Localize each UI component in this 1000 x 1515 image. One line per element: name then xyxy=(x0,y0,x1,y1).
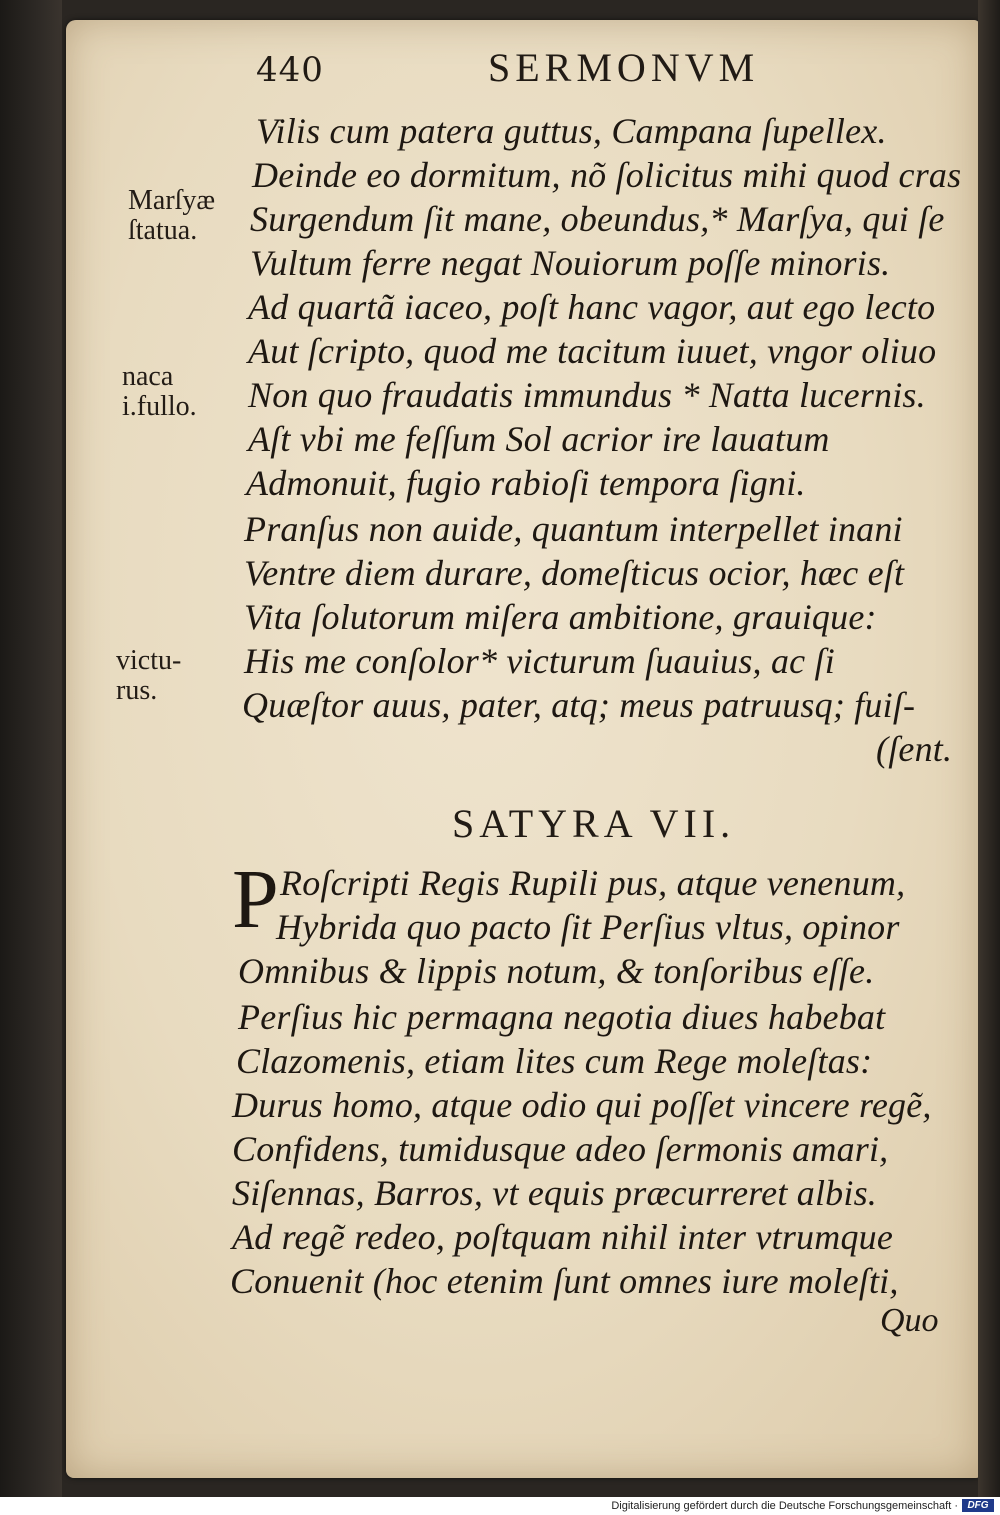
margin-note-marsyae xyxy=(128,186,215,246)
funding-credit: Digitalisierung gefördert durch die Deutsche Forschungsgemeinschaft · xyxy=(611,1500,958,1512)
verse-line: Clazomenis, etiam lites cum Rege moleſtas: xyxy=(236,1041,873,1081)
verse-line: His me conſolor* victurum ſuauius, ac ſi xyxy=(244,641,835,681)
verse-line: Ventre diem durare, domeſticus ocior, hæc eſt xyxy=(244,553,905,593)
margin-note-line: naca xyxy=(122,361,174,392)
binding-gutter xyxy=(0,0,62,1497)
margin-note-line: ſtatua. xyxy=(128,215,198,246)
verse-line: Pranſus non auide, quantum interpellet inani xyxy=(244,509,903,549)
verse-line: Ad quartã iaceo, poſt hanc vagor, aut ego lecto xyxy=(248,287,936,327)
verse-line: Hybrida quo pacto ſit Perſius vltus, opinor xyxy=(276,907,900,947)
verse-line: Ad regẽ redeo, poſtquam nihil inter vtrumque xyxy=(232,1217,894,1257)
verse-line: Roſcripti Regis Rupili pus, atque venenum, xyxy=(280,863,906,903)
margin-note-line: Marſyæ xyxy=(128,185,216,216)
verse-line: Surgendum ſit mane, obeundus,* Marſya, qui ſe xyxy=(250,199,945,239)
verse-line: Durus homo, atque odio qui poſſet vincere regẽ, xyxy=(232,1085,932,1125)
verse-line: Perſius hic permagna negotia diues habebat xyxy=(238,997,886,1037)
dfg-logo: DFG xyxy=(962,1499,994,1512)
verse-line: Vultum ferre negat Nouiorum poſſe minoris. xyxy=(250,243,891,283)
verse-line: Deinde eo dormitum, nõ ſolicitus mihi quod cras xyxy=(252,155,962,195)
margin-note-victurus xyxy=(116,646,181,706)
verse-line: Siſennas, Barros, vt equis præcurreret albis. xyxy=(232,1173,877,1213)
drop-initial: P xyxy=(232,853,279,946)
verse-line-turnover: (ſent. xyxy=(876,729,953,769)
verse-line: Vilis cum patera guttus, Campana ſupellex. xyxy=(256,111,887,151)
margin-note-naca xyxy=(122,362,197,422)
verse-line: Conuenit (hoc etenim ſunt omnes iure moleſti, xyxy=(230,1261,899,1301)
verse-line: Vita ſolutorum miſera ambitione, grauique: xyxy=(244,597,877,637)
page-number: 440 xyxy=(256,50,324,90)
running-head: SERMONVM xyxy=(488,45,760,90)
verse-line: Aſt vbi me feſſum Sol acrior ire lauatum xyxy=(248,419,830,459)
catchword: Quo xyxy=(880,1302,939,1339)
margin-note-line: i.fullo. xyxy=(122,391,197,422)
margin-note-line: rus. xyxy=(116,675,158,706)
page-edge xyxy=(978,0,1000,1497)
verse-line: Aut ſcripto, quod me tacitum iuuet, vngor oliuo xyxy=(248,331,937,371)
verse-line: Non quo fraudatis immundus * Natta lucernis. xyxy=(248,375,926,415)
satire-heading: SATYRA VII. xyxy=(452,801,736,846)
verse-line: Omnibus & lippis notum, & tonſoribus eſſe. xyxy=(238,951,875,991)
margin-note-line: victu- xyxy=(116,645,182,676)
verse-line: Admonuit, fugio rabioſi tempora ſigni. xyxy=(246,463,806,503)
verse-line: Quæſtor auus, pater, atq; meus patruusq; fuiſ- xyxy=(242,685,916,725)
verse-line: Confidens, tumidusque adeo ſermonis amari, xyxy=(232,1129,889,1169)
